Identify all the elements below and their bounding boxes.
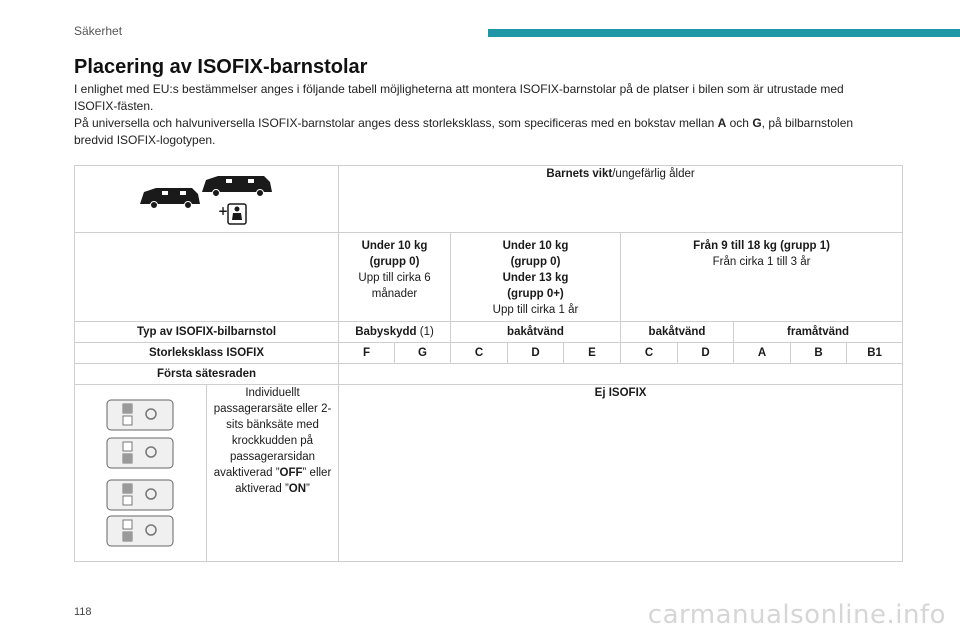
intro-text <box>74 81 884 149</box>
weight-header: Barnets vikt/ungefärlig ålder <box>339 166 903 233</box>
seat-value: Ej ISOFIX <box>339 385 903 562</box>
section-label: Säkerhet <box>74 24 123 38</box>
page-number: 118 <box>74 606 92 618</box>
size-label: Storleksklass ISOFIX <box>75 343 339 364</box>
empty-cell <box>75 233 339 322</box>
weight-group-0: Under 10 kg (grupp 0) Upp till cirka 6 månader <box>339 233 451 322</box>
weight-group-1: Från 9 till 18 kg (grupp 1) Från cirka 1 till 3 år <box>621 233 903 322</box>
child-seat-icon <box>228 204 246 224</box>
size-class: E <box>564 343 621 364</box>
type-bakatvand-2: bakåtvänd <box>621 322 734 343</box>
size-class: C <box>451 343 508 364</box>
size-class: A <box>734 343 791 364</box>
size-class: D <box>508 343 564 364</box>
section-accent-bar <box>488 29 960 37</box>
type-babyskydd: Babyskydd (1) <box>339 322 451 343</box>
size-class: B <box>791 343 847 364</box>
intro-paragraph-2: På universella och halvuniversella ISOFIX-barnstolar anges dess storleksklass, som specificeras med en bokstav mellan A och G, på bilbarnstolen bredvid ISOFIX-logotypen. <box>74 116 854 147</box>
first-row-label: Första sätesraden <box>75 364 339 385</box>
size-class: C <box>621 343 678 364</box>
empty-cell <box>339 364 903 385</box>
page-title: Placering av ISOFIX-barnstolar <box>74 56 368 78</box>
size-class: F <box>339 343 395 364</box>
seat-layout-icon <box>101 398 181 548</box>
type-label: Typ av ISOFIX-bilbarnstol <box>75 322 339 343</box>
svg-text:+: + <box>217 203 228 218</box>
type-framatvand: framåtvänd <box>734 322 903 343</box>
size-class: G <box>395 343 451 364</box>
van-icon <box>132 168 282 226</box>
seat-layout-cell <box>75 385 207 562</box>
isofix-table <box>74 165 903 562</box>
type-bakatvand-1: bakåtvänd <box>451 322 621 343</box>
size-class: B1 <box>847 343 903 364</box>
weight-group-0plus: Under 10 kg (grupp 0) Under 13 kg (grupp 0+) Upp till cirka 1 år <box>451 233 621 322</box>
vehicle-icons-cell <box>75 166 339 233</box>
seat-description: Individuellt passagerarsäte eller 2-sits bänksäte med krockkudden på passagerarsidan avaktiverad ”OFF” eller aktiverad ”ON” <box>207 385 339 562</box>
watermark: carmanualsonline.info <box>647 600 946 630</box>
intro-paragraph-1: I enlighet med EU:s bestämmelser anges i följande tabell möjligheterna att montera ISOFIX-barnstolar på de platser i bilen som är utrustade med ISOFIX-fästen. <box>74 82 844 113</box>
size-class: D <box>678 343 734 364</box>
